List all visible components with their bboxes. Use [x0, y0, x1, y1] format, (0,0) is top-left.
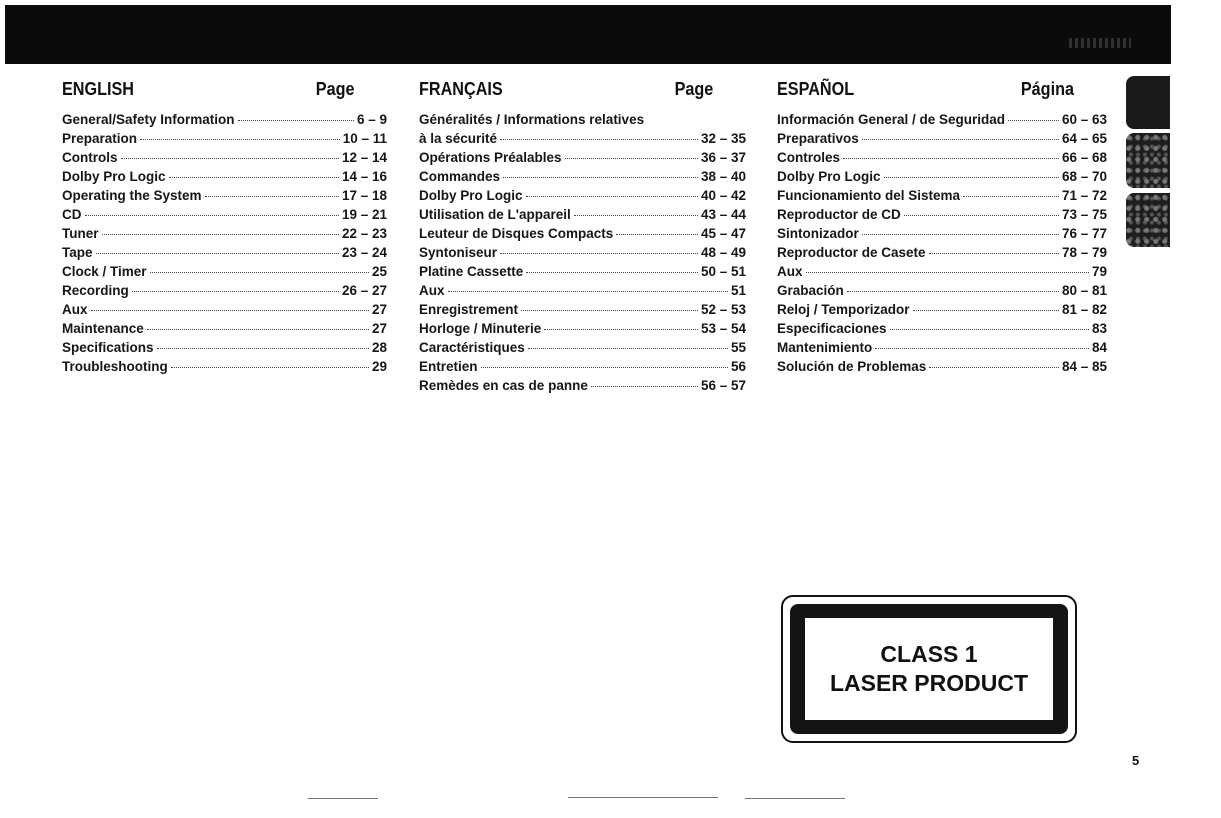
toc-entry-page: 51 — [730, 283, 746, 298]
column-title: ESPAÑOL — [777, 79, 855, 99]
toc-entry-title: Entretien — [419, 359, 478, 374]
toc-entry-title: Controles — [777, 150, 841, 165]
toc-entry — [419, 262, 746, 281]
laser-class-text: CLASS 1 — [880, 641, 978, 667]
dot-leader — [591, 382, 698, 387]
dot-leader — [503, 173, 698, 178]
toc-entry — [419, 148, 746, 167]
toc-entry — [777, 205, 1107, 224]
toc-entry-page: 84 – 85 — [1061, 359, 1107, 374]
toc-entry-title: Opérations Préalables — [419, 150, 562, 165]
toc-entry — [419, 357, 746, 376]
language-tab-english — [1126, 76, 1170, 129]
toc-entry-title: Maintenance — [62, 321, 144, 336]
language-tab-francais — [1126, 133, 1170, 188]
header-mark — [1069, 38, 1131, 48]
dot-leader — [147, 325, 369, 330]
toc-entry-title: General/Safety Information — [62, 112, 235, 127]
toc-entry — [419, 167, 746, 186]
toc-entry-page: 29 — [371, 359, 387, 374]
dot-leader — [616, 230, 698, 235]
toc-entry-title: Horloge / Minuterie — [419, 321, 542, 336]
toc-entry-page: 28 — [371, 340, 387, 355]
dot-leader — [500, 135, 698, 140]
dot-leader — [862, 230, 1059, 235]
laser-label-panel — [805, 618, 1053, 720]
toc-entry — [419, 300, 746, 319]
toc-entry — [777, 186, 1107, 205]
toc-entry — [62, 148, 387, 167]
toc-entry — [777, 148, 1107, 167]
column-page-label: Page — [674, 79, 714, 99]
dot-leader — [843, 154, 1059, 159]
toc-entry — [62, 186, 387, 205]
toc-entry-title: Specifications — [62, 340, 154, 355]
dot-leader — [238, 116, 354, 121]
toc-entry — [419, 224, 746, 243]
dot-leader — [521, 306, 698, 311]
toc-entry-page: 73 – 75 — [1061, 207, 1107, 222]
toc-entry — [777, 110, 1107, 129]
toc-entry-title: Información General / de Seguridad — [777, 112, 1006, 127]
toc-entry — [419, 129, 746, 148]
toc-entry-page: 60 – 63 — [1061, 112, 1107, 127]
toc-entry-page: 26 – 27 — [341, 283, 387, 298]
toc-entry-page: 76 – 77 — [1061, 226, 1107, 241]
dot-leader — [929, 363, 1059, 368]
dot-leader — [904, 211, 1059, 216]
scan-noise — [308, 798, 378, 799]
dot-leader — [169, 173, 339, 178]
toc-entry — [62, 243, 387, 262]
dot-leader — [205, 192, 339, 197]
toc-entry-page: 52 – 53 — [700, 302, 746, 317]
toc-entry-title: Clock / Timer — [62, 264, 147, 279]
scan-noise — [745, 798, 845, 799]
toc-entry — [419, 376, 746, 395]
toc-column-english — [62, 74, 387, 376]
toc-entry — [62, 319, 387, 338]
toc-entry-page: 6 – 9 — [356, 112, 387, 127]
dot-leader — [132, 287, 339, 292]
dot-leader — [574, 211, 698, 216]
toc-entry-title: Reloj / Temporizador — [777, 302, 910, 317]
toc-entry-page: 80 – 81 — [1061, 283, 1107, 298]
toc-entry-page: 84 — [1091, 340, 1107, 355]
toc-entry-title: Recording — [62, 283, 129, 298]
toc-entry-title: Especificaciones — [777, 321, 887, 336]
toc-entry — [777, 129, 1107, 148]
column-title: FRANÇAIS — [419, 79, 503, 99]
toc-entry-title: Aux — [62, 302, 88, 317]
dot-leader — [647, 117, 743, 121]
toc-entry-title: Leuteur de Disques Compacts — [419, 226, 614, 241]
toc-entry-page: 66 – 68 — [1061, 150, 1107, 165]
column-title: ENGLISH — [62, 79, 135, 99]
toc-entry-page: 50 – 51 — [700, 264, 746, 279]
dot-leader — [913, 306, 1059, 311]
toc-entry — [419, 338, 746, 357]
dot-leader — [884, 173, 1059, 178]
dot-leader — [847, 287, 1059, 292]
toc-entry — [419, 186, 746, 205]
column-header — [62, 74, 355, 104]
toc-entry-title: Caractéristiques — [419, 340, 525, 355]
toc-entry-page: 23 – 24 — [341, 245, 387, 260]
dot-leader — [565, 154, 698, 159]
dot-leader — [102, 230, 339, 235]
toc-entry-title: Controls — [62, 150, 118, 165]
toc-entry-page: 22 – 23 — [341, 226, 387, 241]
toc-entry-page: 43 – 44 — [700, 207, 746, 222]
dot-leader — [544, 325, 698, 330]
toc-entry-title: Remèdes en cas de panne — [419, 378, 588, 393]
page-number: 5 — [1132, 753, 1140, 768]
toc-entry — [777, 357, 1107, 376]
dot-leader — [963, 192, 1059, 197]
dot-leader — [528, 344, 728, 349]
dot-leader — [85, 211, 339, 216]
toc-entry — [62, 224, 387, 243]
dot-leader — [526, 192, 698, 197]
column-page-label: Page — [315, 79, 355, 99]
toc-entry-page: 45 – 47 — [700, 226, 746, 241]
toc-entry-page: 83 — [1091, 321, 1107, 336]
toc-entry — [62, 110, 387, 129]
toc-entry-page: 64 – 65 — [1061, 131, 1107, 146]
toc-entry-title: Aux — [777, 264, 803, 279]
toc-entry-title: Operating the System — [62, 188, 202, 203]
toc-entry-page: 71 – 72 — [1061, 188, 1107, 203]
laser-class-label — [781, 595, 1077, 743]
toc-entry — [419, 281, 746, 300]
column-header — [777, 74, 1074, 104]
toc-entry — [419, 319, 746, 338]
toc-entry — [777, 224, 1107, 243]
toc-entry-title: Grabación — [777, 283, 844, 298]
dot-leader — [96, 249, 339, 254]
toc-entry — [777, 243, 1107, 262]
dot-leader — [91, 306, 369, 311]
toc-entry — [777, 281, 1107, 300]
toc-entry-title: Enregistrement — [419, 302, 519, 317]
toc-entry-title: Reproductor de Casete — [777, 245, 926, 260]
toc-entry — [419, 110, 746, 129]
toc-entry — [777, 300, 1107, 319]
toc-entry-page: 48 – 49 — [700, 245, 746, 260]
toc-entry-title: Sintonizador — [777, 226, 859, 241]
toc-entry-title: Platine Cassette — [419, 264, 524, 279]
toc-entry — [62, 357, 387, 376]
laser-product-text: LASER PRODUCT — [829, 670, 1029, 696]
dot-leader — [157, 344, 369, 349]
dot-leader — [171, 363, 369, 368]
toc-entry-title: Généralités / Informations relatives — [419, 112, 645, 127]
toc-list — [62, 110, 387, 376]
toc-entry-title: Aux — [419, 283, 445, 298]
dot-leader — [121, 154, 339, 159]
toc-column-francais — [419, 74, 746, 395]
toc-entry-title: Tuner — [62, 226, 99, 241]
dot-leader — [890, 325, 1089, 330]
toc-entry-title: Preparativos — [777, 131, 859, 146]
toc-entry-title: Dolby Pro Logic — [419, 188, 523, 203]
dot-leader — [806, 268, 1089, 273]
toc-entry-page: 14 – 16 — [341, 169, 387, 184]
toc-entry-title: Dolby Pro Logic — [62, 169, 166, 184]
toc-column-espanol — [777, 74, 1107, 376]
toc-entry-page: 12 – 14 — [341, 150, 387, 165]
toc-list — [419, 110, 746, 395]
toc-entry-title: Tape — [62, 245, 93, 260]
toc-entry-page: 19 – 21 — [341, 207, 387, 222]
toc-entry-title: Solución de Problemas — [777, 359, 927, 374]
toc-entry-page: 40 – 42 — [700, 188, 746, 203]
toc-entry — [777, 338, 1107, 357]
toc-entry — [62, 262, 387, 281]
toc-entry-title: CD — [62, 207, 82, 222]
toc-entry-title: Syntoniseur — [419, 245, 498, 260]
toc-entry-page: 10 – 11 — [342, 131, 387, 146]
toc-entry-page: 79 — [1091, 264, 1107, 279]
dot-leader — [526, 268, 698, 273]
toc-entry-title: à la sécurité — [419, 131, 498, 146]
dot-leader — [481, 363, 728, 368]
dot-leader — [448, 287, 728, 292]
toc-entry — [62, 167, 387, 186]
toc-entry-page: 56 — [730, 359, 746, 374]
toc-entry-page: 56 – 57 — [700, 378, 746, 393]
toc-entry — [62, 338, 387, 357]
toc-entry-title: Troubleshooting — [62, 359, 168, 374]
dot-leader — [1008, 116, 1059, 121]
toc-entry-title: Preparation — [62, 131, 138, 146]
language-tab-espanol — [1126, 193, 1170, 247]
toc-entry-page: 81 – 82 — [1061, 302, 1107, 317]
dot-leader — [140, 135, 340, 140]
dot-leader — [929, 249, 1059, 254]
toc-entry-page: 27 — [371, 321, 387, 336]
toc-entry-page: 68 – 70 — [1061, 169, 1107, 184]
column-page-label: Página — [1020, 79, 1074, 99]
toc-entry-page: 53 – 54 — [700, 321, 746, 336]
toc-entry-title: Mantenimiento — [777, 340, 873, 355]
toc-entry-title: Utilisation de L'appareil — [419, 207, 571, 222]
toc-entry — [419, 205, 746, 224]
toc-entry-title: Funcionamiento del Sistema — [777, 188, 961, 203]
toc-entry-page: 27 — [371, 302, 387, 317]
header-bar — [5, 5, 1171, 64]
toc-entry-page: 78 – 79 — [1061, 245, 1107, 260]
toc-entry — [62, 129, 387, 148]
toc-list — [777, 110, 1107, 376]
dot-leader — [150, 268, 369, 273]
toc-entry-title: Dolby Pro Logic — [777, 169, 881, 184]
toc-entry-page: 38 – 40 — [700, 169, 746, 184]
toc-entry-page: 36 – 37 — [700, 150, 746, 165]
dot-leader — [500, 249, 698, 254]
toc-entry — [777, 319, 1107, 338]
toc-entry-page: 17 – 18 — [341, 188, 387, 203]
toc-entry — [62, 205, 387, 224]
toc-entry — [62, 281, 387, 300]
toc-entry-page: 32 – 35 — [700, 131, 746, 146]
scan-noise — [568, 797, 718, 798]
toc-entry — [777, 167, 1107, 186]
dot-leader — [875, 344, 1089, 349]
column-header — [419, 74, 713, 104]
toc-entry-page: 55 — [730, 340, 746, 355]
toc-entry — [419, 243, 746, 262]
toc-entry-title: Reproductor de CD — [777, 207, 901, 222]
toc-entry-title: Commandes — [419, 169, 501, 184]
toc-entry-page: 25 — [371, 264, 387, 279]
dot-leader — [862, 135, 1059, 140]
toc-entry — [62, 300, 387, 319]
toc-entry — [777, 262, 1107, 281]
